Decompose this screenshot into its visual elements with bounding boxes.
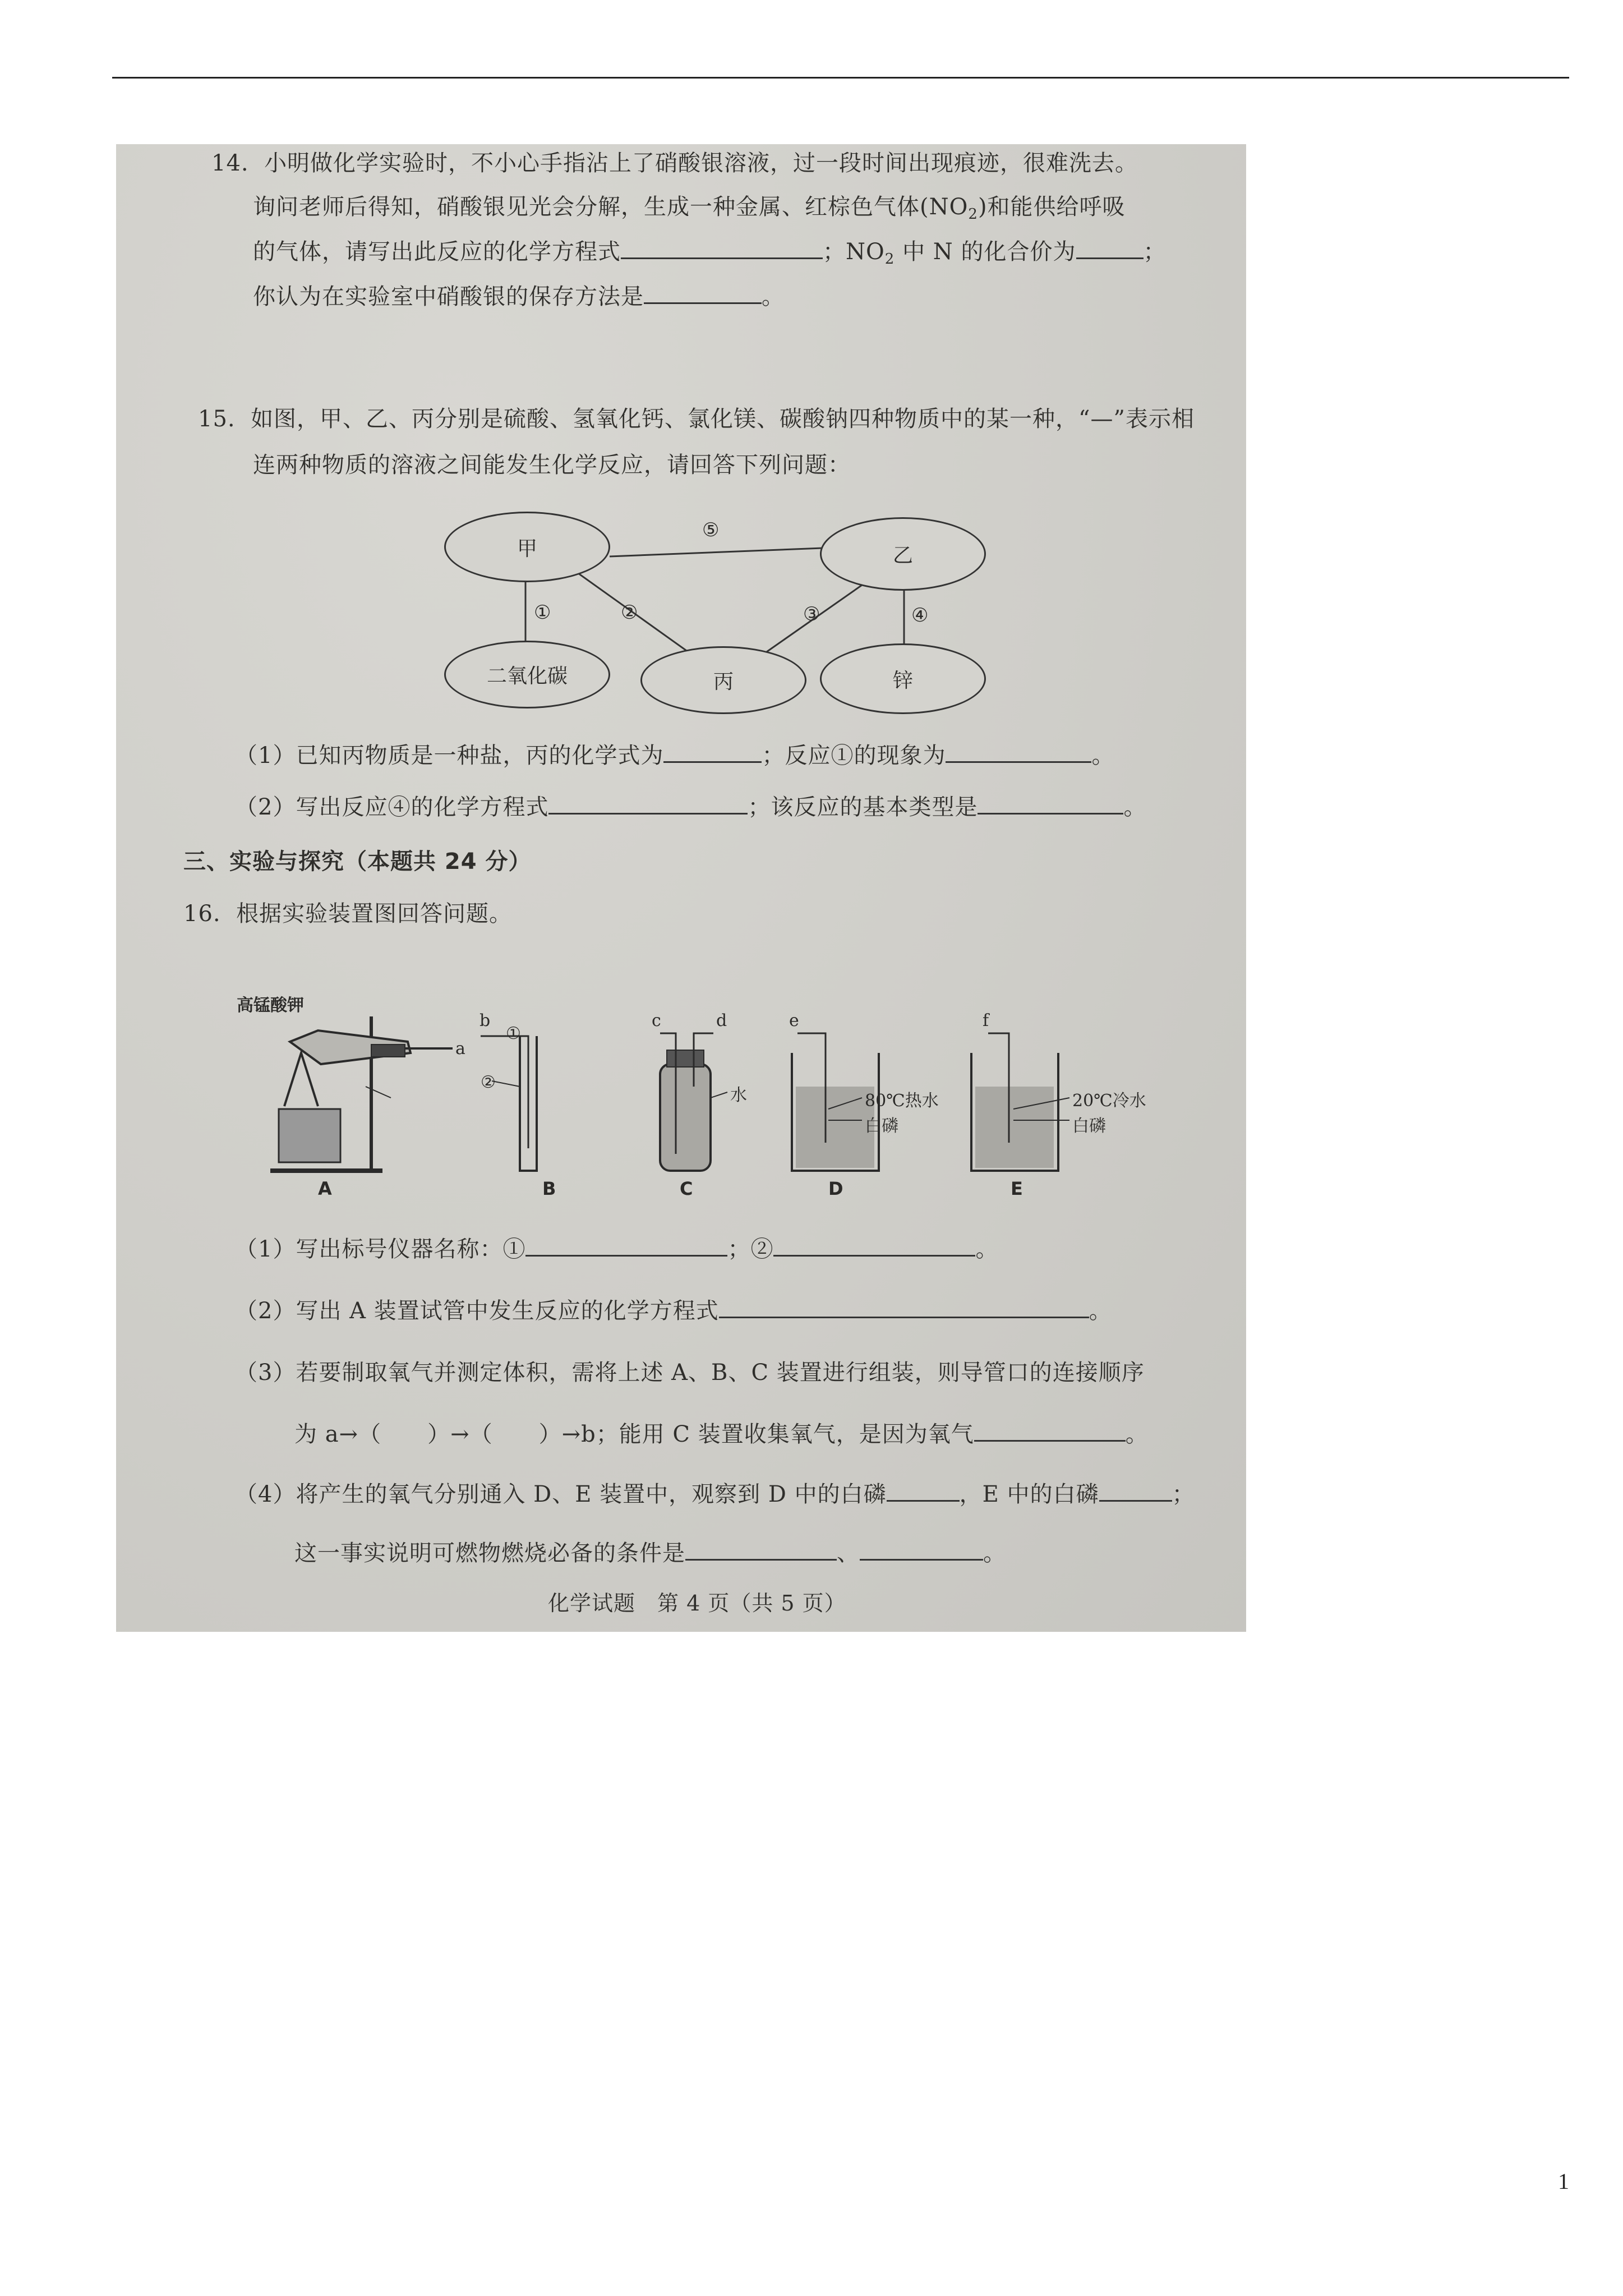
q16-number: 16. bbox=[183, 901, 221, 927]
label-white-phosphorus-e: 白磷 bbox=[1072, 1116, 1106, 1136]
device-label-c: C bbox=[680, 1178, 693, 1199]
page-number: 1 bbox=[1558, 2169, 1569, 2194]
label-water: 水 bbox=[730, 1085, 747, 1105]
label-f: f bbox=[983, 1011, 989, 1030]
q14-text-4a: 你认为在实验室中硝酸银的保存方法是 bbox=[253, 284, 644, 310]
device-label-b: B bbox=[542, 1178, 556, 1199]
edge-label-4: ④ bbox=[911, 604, 929, 627]
q14-number: 14. bbox=[211, 150, 249, 176]
node-jia: 甲 bbox=[444, 512, 610, 582]
page-footer: 化学试题 第 4 页（共 5 页） bbox=[548, 1591, 846, 1616]
q16-part-5 bbox=[294, 1535, 1006, 1567]
q16-part-3-cont bbox=[294, 1416, 1149, 1448]
apparatus-drawing bbox=[116, 144, 1246, 1210]
q14-text-3d: ； bbox=[1143, 239, 1166, 265]
label-white-phosphorus-d: 白磷 bbox=[865, 1116, 898, 1136]
q15-p1-text-b: ；反应①的现象为 bbox=[762, 743, 946, 769]
edge-label-2: ② bbox=[621, 601, 638, 624]
header-rule bbox=[112, 77, 1569, 79]
device-label-d: D bbox=[828, 1178, 843, 1199]
node-zn: 锌 bbox=[820, 643, 986, 714]
device-c bbox=[660, 1033, 727, 1171]
node-co2: 二氧化碳 bbox=[444, 641, 610, 708]
q14-text-3a: 的气体，请写出此反应的化学方程式 bbox=[253, 239, 621, 265]
q15-p2-text-b: ；该反应的基本类型是 bbox=[748, 794, 978, 820]
q16-instrument-1-blank[interactable] bbox=[525, 1235, 727, 1257]
q16-part-3 bbox=[235, 1355, 1145, 1387]
q16-condition-1-blank[interactable] bbox=[685, 1539, 837, 1561]
q14-text-3b: ；NO bbox=[823, 239, 885, 265]
node-bing: 丙 bbox=[640, 646, 806, 714]
q16-p5-text-a: 这一事实说明可燃物燃烧必备的条件是 bbox=[294, 1540, 685, 1566]
q14-subscript: 2 bbox=[968, 206, 978, 223]
q16-p2-text-a: （2）写出 A 装置试管中发生反应的化学方程式 bbox=[235, 1298, 719, 1324]
q14-text-2-end: )和能供给呼吸 bbox=[978, 194, 1126, 220]
section-3-heading: 三、实验与探究（本题共 24 分） bbox=[183, 849, 532, 875]
label-d: d bbox=[716, 1011, 727, 1030]
q15-p1-text-a: （1）已知丙物质是一种盐，丙的化学式为 bbox=[235, 743, 664, 769]
q16-p4-text-c: ； bbox=[1172, 1481, 1195, 1507]
q16-p1-text-a: （1）写出标号仪器名称：① bbox=[235, 1236, 526, 1262]
label-e: e bbox=[789, 1011, 799, 1030]
q16-part-4 bbox=[235, 1476, 1195, 1508]
q16-d-observation-blank[interactable] bbox=[887, 1480, 960, 1502]
edge-label-1: ① bbox=[534, 601, 551, 624]
label-a: a bbox=[455, 1039, 465, 1059]
device-label-a: A bbox=[318, 1178, 332, 1199]
q16-p3-text-c: 。 bbox=[1125, 1421, 1149, 1447]
q14-subscript-2: 2 bbox=[884, 251, 895, 268]
q16-p1-text-b: ；② bbox=[727, 1236, 774, 1262]
label-c: c bbox=[652, 1011, 661, 1030]
device-a bbox=[270, 1016, 453, 1171]
q16-p3-text-a: （3）若要制取氧气并测定体积，需将上述 A、B、C 装置进行组装，则导管口的连接顺序 bbox=[235, 1360, 1145, 1386]
q16-part-2 bbox=[235, 1293, 1112, 1325]
q16-e-observation-blank[interactable] bbox=[1099, 1480, 1172, 1502]
q16-condition-2-blank[interactable] bbox=[860, 1539, 983, 1561]
q14-text-3c: 中 N 的化合价为 bbox=[902, 239, 1076, 265]
edge-label-5: ⑤ bbox=[702, 519, 720, 541]
q15-p2-text-c: 。 bbox=[1123, 794, 1147, 820]
q16-p3-text-b: 为 a→（ ）→（ ）→b；能用 C 装置收集氧气，是因为氧气 bbox=[294, 1421, 974, 1447]
scanned-exam-page bbox=[116, 144, 1246, 1632]
q14-text-1: 小明做化学实验时，不小心手指沾上了硝酸银溶液，过一段时间出现痕迹，很难洗去。 bbox=[264, 150, 1138, 176]
q16-p1-text-c: 。 bbox=[975, 1236, 999, 1262]
label-hot-water: 80℃热水 bbox=[865, 1091, 939, 1111]
q15-p1-text-c: 。 bbox=[1091, 743, 1115, 769]
q16-p4-text-b: ，E 中的白磷 bbox=[959, 1481, 1099, 1507]
q16-p5-text-b: 、 bbox=[837, 1540, 860, 1566]
node-yi: 乙 bbox=[820, 517, 986, 591]
device-label-e: E bbox=[1011, 1178, 1023, 1199]
q16-equation-blank[interactable] bbox=[719, 1296, 1089, 1318]
q16-title: 根据实验装置图回答问题。 bbox=[236, 901, 513, 927]
device-b bbox=[481, 1036, 537, 1171]
label-circle-1: ① bbox=[506, 1024, 521, 1043]
q14-text-4b: 。 bbox=[762, 284, 785, 310]
label-kmno4: 高锰酸钾 bbox=[237, 996, 304, 1015]
q16-p2-text-b: 。 bbox=[1089, 1298, 1112, 1324]
label-cold-water: 20℃冷水 bbox=[1072, 1091, 1146, 1111]
label-circle-2: ② bbox=[481, 1073, 496, 1092]
label-b: b bbox=[479, 1011, 491, 1030]
q15-text-1: 如图，甲、乙、丙分别是硫酸、氢氧化钙、氯化镁、碳酸钠四种物质中的某一种，“—”表示相 bbox=[251, 406, 1195, 432]
device-e bbox=[971, 1033, 1069, 1171]
q14-text-2: 询问老师后得知，硝酸银见光会分解，生成一种金属、红棕色气体(NO bbox=[253, 194, 969, 220]
q15-text-2: 连两种物质的溶液之间能发生化学反应，请回答下列问题： bbox=[253, 452, 851, 478]
q15-number: 15. bbox=[198, 406, 236, 432]
q16-p4-text-a: （4）将产生的氧气分别通入 D、E 装置中，观察到 D 中的白磷 bbox=[235, 1481, 887, 1507]
q16-instrument-2-blank[interactable] bbox=[773, 1235, 975, 1257]
q16-p5-text-c: 。 bbox=[983, 1540, 1006, 1566]
edge-label-3: ③ bbox=[803, 603, 820, 625]
q15-p2-text-a: （2）写出反应④的化学方程式 bbox=[235, 794, 549, 820]
q16-part-1 bbox=[235, 1231, 998, 1263]
apparatus-figure bbox=[116, 144, 1246, 1210]
q16-oxygen-property-blank[interactable] bbox=[974, 1420, 1126, 1442]
